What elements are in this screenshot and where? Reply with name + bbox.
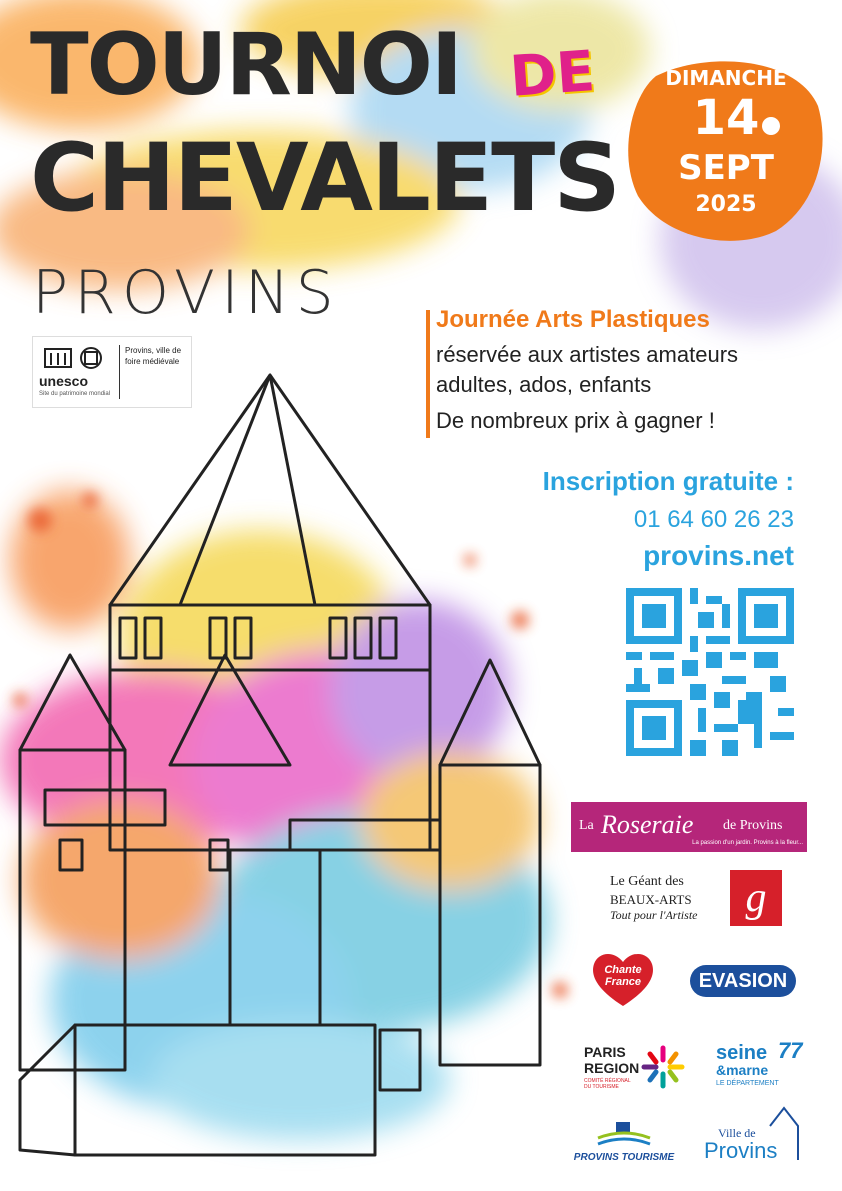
seine-77-icon: 77 [778,1038,803,1063]
evasion-name: EVASION [698,970,788,992]
seine-sub: LE DÉPARTEMENT [716,1080,779,1087]
date-day: DIMANCHE [665,66,787,90]
website-link[interactable]: provins.net [643,540,794,571]
info-heading: Journée Arts Plastiques [436,306,710,333]
paris-region-star-icon [640,1044,686,1090]
info-line3: De nombreux prix à gagner ! [436,408,715,433]
date-month: SEPT [678,148,774,188]
roseraie-la: La [579,818,594,833]
info-accent-bar [426,310,430,438]
sponsor-seine-et-marne[interactable] [716,1038,806,1092]
roseraie-de-provins: de Provins [723,818,783,833]
title-line2: CHEVALETS [30,124,619,233]
chante-france-name: Chante France [604,964,642,988]
unesco-divider [119,345,120,399]
date-year: 2025 [695,192,757,217]
paris-line1: PARIS [584,1044,626,1060]
geant-line3: Tout pour l'Artiste [610,908,698,922]
paris-sub: COMITÉ RÉGIONAL DU TOURISME [584,1078,631,1090]
sponsor-geant-beaux-arts[interactable] [610,868,785,928]
unesco-subtitle: Site du patrimoine mondial [39,391,111,397]
sponsor-paris-region[interactable] [584,1044,694,1094]
ville-line2: Provins [704,1138,778,1163]
date-palette [626,56,826,246]
info-line2: adultes, ados, enfants [436,372,652,397]
seine-line2: &marne [716,1062,769,1078]
ville-line1: Ville de [718,1126,756,1140]
unesco-name: unesco [39,373,89,389]
geant-g-icon: g [730,870,782,926]
roseraie-tagline: La passion d'un jardin. Provins à la fleur... [692,840,803,846]
info-line1: réservée aux artistes amateurs [436,342,739,367]
roseraie-name: Roseraie [601,810,694,839]
unesco-badge [32,336,192,408]
city-title: PROVINS [32,258,340,328]
title-line1: TOURNOI [30,15,461,115]
sponsor-provins-tourisme[interactable] [564,1118,684,1166]
date-number: 14 [692,90,760,146]
unesco-text: Provins, ville de foire médiévale [125,346,182,366]
title-de: DE [507,39,597,110]
qr-code-icon[interactable] [626,588,794,756]
phone-number[interactable]: 01 64 60 26 23 [633,506,794,533]
sponsor-ville-de-provins[interactable] [700,1104,804,1164]
seine-line1: seine [716,1042,768,1064]
paris-line2: REGION [584,1060,640,1076]
provins-tourisme-logo-icon [594,1118,654,1148]
sponsor-chante-france[interactable] [588,950,658,1014]
sponsor-evasion[interactable] [690,965,800,1005]
geant-line2: BEAUX-ARTS [610,892,692,907]
geant-line1: Le Géant des [610,874,684,889]
provins-tourisme-name: PROVINS TOURISME [573,1152,675,1163]
sponsor-roseraie[interactable] [571,802,807,852]
registration-heading: Inscription gratuite : [542,466,794,496]
